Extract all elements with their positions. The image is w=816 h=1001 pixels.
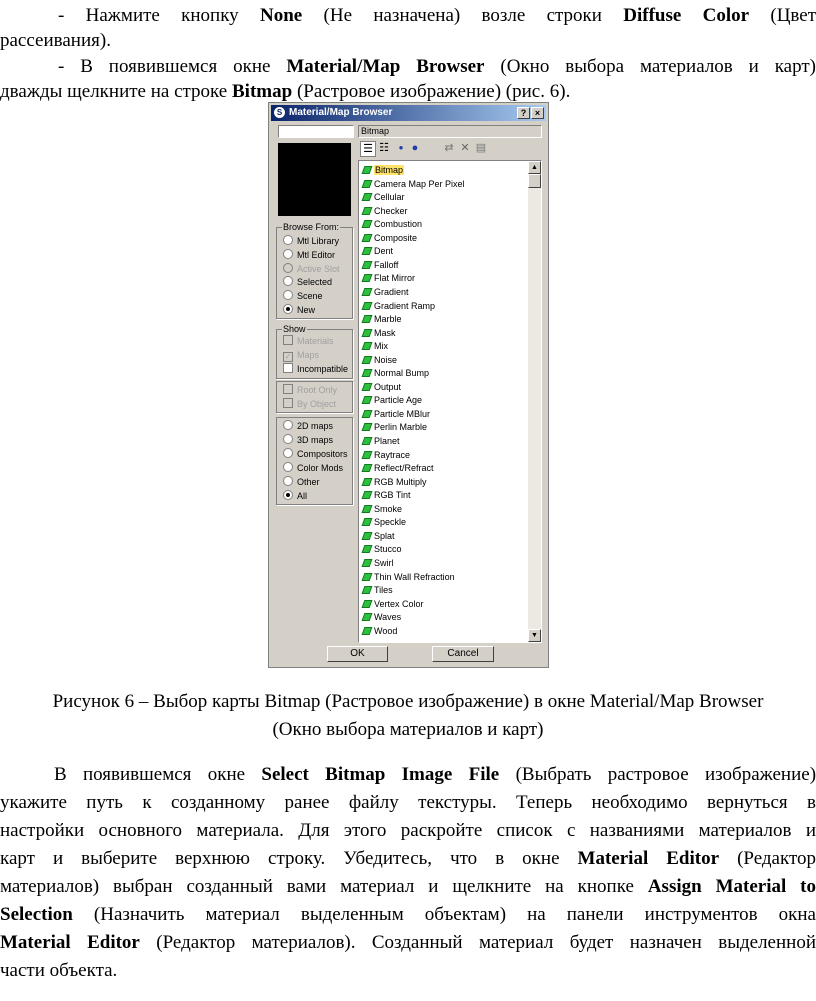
- radio-label: Other: [297, 477, 320, 487]
- text: рассеивания).: [0, 30, 111, 51]
- map-list-item[interactable]: [363, 327, 396, 340]
- map-icon: [362, 274, 373, 282]
- bold-text: Select Bitmap Image File: [261, 764, 500, 785]
- bold-text: Material Editor: [577, 848, 720, 869]
- paragraph-1-line-1: [0, 2, 816, 29]
- map-list-item[interactable]: [363, 516, 406, 529]
- checkbox-root-only: [283, 384, 337, 396]
- map-icon: [362, 600, 373, 608]
- bold-text: Diffuse Color: [623, 5, 750, 26]
- figure-caption-line-1: Рисунок 6 – Выбор карты Bitmap (Растровое изображение) в окне Material/Map Browser: [52, 691, 764, 712]
- map-list-item[interactable]: [363, 489, 411, 502]
- map-list-item[interactable]: [363, 476, 427, 489]
- map-list-item[interactable]: [363, 340, 388, 353]
- map-item-label: Reflect/Refract: [374, 463, 434, 474]
- map-icon: [362, 451, 373, 459]
- close-button[interactable]: ×: [531, 107, 544, 119]
- map-item-label: Falloff: [374, 259, 399, 270]
- radio-label: 2D maps: [297, 421, 334, 431]
- map-list-item[interactable]: [363, 584, 393, 597]
- map-list-item[interactable]: [363, 571, 455, 584]
- map-type-field: [358, 125, 542, 138]
- map-item-label: Flat Mirror: [374, 273, 415, 284]
- dash: -: [58, 56, 65, 77]
- paragraph-2-line-2: [0, 78, 816, 105]
- map-item-label: Mix: [374, 341, 388, 352]
- map-item-label: Particle MBlur: [374, 408, 431, 419]
- radio-label: New: [297, 305, 316, 315]
- checkbox-label: Maps: [297, 350, 320, 360]
- radio-label: 3D maps: [297, 435, 334, 445]
- map-icon: [362, 559, 373, 567]
- map-list-item[interactable]: [363, 232, 417, 245]
- checkbox-maps: ✓ Maps: [284, 350, 320, 361]
- radio-label: Mtl Library: [297, 236, 340, 246]
- map-icon: [362, 491, 373, 499]
- radio-new[interactable]: [283, 304, 315, 316]
- window-title: Material/Map Browser: [289, 107, 393, 118]
- bold-text: Material Editor: [0, 932, 140, 953]
- scroll-up-button[interactable]: ▲: [528, 161, 541, 174]
- map-list-item[interactable]: [363, 259, 398, 272]
- text: В появившемся окне: [80, 56, 271, 77]
- map-item-label: Raytrace: [374, 449, 411, 460]
- radio-label: Color Mods: [297, 463, 344, 473]
- map-item-label: Vertex Color: [374, 598, 424, 609]
- checkbox-incompatible[interactable]: [283, 363, 348, 375]
- radio-mtl-editor[interactable]: [283, 249, 335, 261]
- map-item-label: Swirl: [374, 557, 394, 568]
- map-list-item[interactable]: [363, 611, 401, 624]
- checkbox-label: By Object: [297, 399, 337, 409]
- radio-color-mods[interactable]: [283, 462, 343, 474]
- body-line-3: [0, 817, 816, 844]
- material-map-browser-window: [268, 102, 549, 668]
- map-list-item[interactable]: [363, 367, 429, 380]
- radio-label: Active Slot: [297, 264, 340, 274]
- delete-icon[interactable]: ✕: [460, 142, 470, 154]
- body-line-7: [0, 929, 816, 956]
- text: (Цвет: [770, 5, 816, 26]
- app-icon: S: [274, 107, 285, 118]
- radio-label: Scene: [297, 291, 323, 301]
- text: материалов) выбран созданный вами материал и щелкните на кнопке: [0, 876, 634, 897]
- list-icon[interactable]: ☰: [360, 141, 376, 157]
- map-icon: [362, 329, 373, 337]
- text: дважды щелкните на строке: [0, 81, 228, 102]
- map-icon: [362, 627, 373, 635]
- map-icon: [362, 518, 373, 526]
- map-item-label: Output: [374, 381, 402, 392]
- map-list-item[interactable]: [363, 408, 430, 421]
- map-list-item[interactable]: [363, 503, 402, 516]
- map-icon: [362, 464, 373, 472]
- map-icon: [362, 532, 373, 540]
- map-icon: [362, 193, 373, 201]
- map-icon: [362, 342, 373, 350]
- body-line-4: [0, 845, 816, 872]
- text: Нажмите кнопку: [85, 5, 239, 26]
- map-item-label: Marble: [374, 314, 402, 325]
- map-list-item[interactable]: [363, 543, 402, 556]
- scroll-down-button[interactable]: ▼: [528, 629, 541, 642]
- category-group: [276, 417, 353, 505]
- text: (Назначить материал выделенным объектам) на панели инструментов окна: [93, 904, 816, 925]
- map-item-label: Gradient Ramp: [374, 300, 436, 311]
- figure-caption-line-2: (Окно выбора материалов и карт): [272, 719, 544, 740]
- map-icon: [362, 207, 373, 215]
- map-list-item[interactable]: [363, 394, 422, 407]
- body-line-6: [0, 901, 816, 928]
- paragraph-1-line-2: [0, 27, 816, 54]
- map-item-label: Composite: [374, 232, 418, 243]
- map-icon: [362, 315, 373, 323]
- map-list-item[interactable]: [363, 435, 400, 448]
- text: (Растровое изображение) (рис. 6).: [296, 81, 571, 102]
- map-icon: [362, 166, 373, 174]
- map-list-item[interactable]: [363, 530, 395, 543]
- map-list-item[interactable]: [363, 598, 424, 611]
- map-item-label: Checker: [374, 205, 408, 216]
- map-item-label: Stucco: [374, 544, 402, 555]
- text: (Не назначена) возле строки: [323, 5, 602, 26]
- map-item-label: Tiles: [374, 585, 393, 596]
- map-icon: [362, 396, 373, 404]
- checkbox-by-object: [283, 398, 336, 410]
- map-item-label: Perlin Marble: [374, 422, 428, 433]
- map-list-item[interactable]: [363, 245, 393, 258]
- map-item-label: Particle Age: [374, 395, 423, 406]
- map-icon: [362, 437, 373, 445]
- map-icon: [362, 302, 373, 310]
- map-icon: [362, 247, 373, 255]
- map-list-item[interactable]: [363, 178, 465, 191]
- checkbox-label: Root Only: [297, 385, 338, 395]
- map-list-item[interactable]: [363, 205, 408, 218]
- help-button[interactable]: ?: [517, 107, 530, 119]
- bold-text: Selection: [0, 904, 73, 925]
- text: карт и выберите верхнюю строку. Убедитесь, что в окне: [0, 848, 560, 869]
- text: части объекта.: [0, 960, 118, 981]
- map-list-item[interactable]: [363, 449, 410, 462]
- map-list-item[interactable]: [363, 625, 397, 638]
- body-line-5: [0, 873, 816, 900]
- text: (Окно выбора материалов и карт): [500, 56, 816, 77]
- map-list-item[interactable]: [363, 381, 401, 394]
- map-item-label: Gradient: [374, 286, 409, 297]
- map-list[interactable]: [358, 160, 542, 643]
- preview-swatch: [278, 143, 351, 216]
- map-item-label: Normal Bump: [374, 368, 430, 379]
- paragraph-2-line-1: [0, 53, 816, 80]
- checkbox-materials: [283, 335, 334, 347]
- body-line-2: [0, 789, 816, 816]
- map-item-label: Mask: [374, 327, 396, 338]
- map-item-label: Thin Wall Refraction: [374, 571, 455, 582]
- map-icon: [362, 356, 373, 364]
- update-scene-icon[interactable]: ⇄: [444, 142, 454, 154]
- body-line-1: [0, 761, 816, 788]
- map-item-label: Camera Map Per Pixel: [374, 178, 465, 189]
- large-icon[interactable]: ●: [411, 142, 419, 154]
- map-item-label: Smoke: [374, 503, 403, 514]
- map-list-item[interactable]: [363, 218, 422, 231]
- map-icon: [362, 180, 373, 188]
- map-icon: [362, 545, 373, 553]
- map-list-item[interactable]: [363, 286, 409, 299]
- map-icon: [362, 586, 373, 594]
- map-icon: [362, 573, 373, 581]
- dash: -: [58, 5, 65, 26]
- map-icon: [362, 410, 373, 418]
- bold-text: Assign Material to: [647, 876, 816, 897]
- map-item-label: Waves: [374, 612, 402, 623]
- radio-label: All: [297, 491, 308, 501]
- scrollbar[interactable]: [528, 161, 541, 642]
- map-icon: [362, 369, 373, 377]
- radio-mtl-library[interactable]: [283, 235, 339, 247]
- name-field[interactable]: [278, 125, 354, 138]
- filter-group: [276, 381, 353, 413]
- text: (Редактор материалов). Созданный материал будет назначен выделенной: [156, 932, 816, 953]
- map-list-item[interactable]: [363, 191, 405, 204]
- ok-button[interactable]: OK: [327, 646, 388, 662]
- map-list-item[interactable]: [363, 354, 397, 367]
- map-list-item[interactable]: [363, 272, 415, 285]
- map-list-item[interactable]: [363, 300, 435, 313]
- bold-text: None: [260, 5, 303, 26]
- bold-text: Bitmap: [232, 81, 293, 102]
- map-item-label: Splat: [374, 530, 395, 541]
- radio-compositors[interactable]: [283, 448, 348, 460]
- radio-selected[interactable]: [283, 276, 332, 288]
- text: (Выбрать растровое изображение): [515, 764, 816, 785]
- map-item-label: Bitmap: [375, 165, 404, 175]
- scroll-thumb[interactable]: [528, 174, 541, 188]
- radio-label: Selected: [297, 277, 333, 287]
- map-item-label: Cellular: [374, 192, 405, 203]
- text: (Редактор: [737, 848, 816, 869]
- map-item-label: Speckle: [374, 517, 407, 528]
- show-title: Show: [283, 324, 306, 334]
- body-line-8: [0, 957, 816, 984]
- clear-icon[interactable]: ▤: [475, 142, 487, 154]
- checkbox-label: Incompatible: [297, 364, 349, 374]
- radio-other[interactable]: [283, 476, 320, 488]
- map-item-label: Planet: [374, 436, 400, 446]
- radio-all[interactable]: [283, 490, 307, 502]
- radio-scene[interactable]: [283, 290, 323, 302]
- radio-label: Compositors: [297, 449, 348, 459]
- text: укажите путь к созданному ранее файлу текстуры. Теперь необходимо вернуться в: [0, 792, 816, 813]
- radio-2d-maps[interactable]: [283, 420, 333, 432]
- small-icon[interactable]: ●: [398, 143, 404, 152]
- title-bar[interactable]: [271, 105, 546, 121]
- map-item-label: RGB Tint: [374, 490, 411, 501]
- bold-text: Material/Map Browser: [286, 56, 485, 77]
- list-icon-icon[interactable]: ☷: [379, 142, 389, 154]
- map-icon: [362, 423, 373, 431]
- checkbox-label: Materials: [297, 336, 334, 346]
- map-list-item[interactable]: [363, 164, 404, 177]
- map-icon: [362, 478, 373, 486]
- radio-label: Mtl Editor: [297, 250, 336, 260]
- show-group: [276, 324, 353, 379]
- map-list-item[interactable]: [363, 313, 402, 326]
- radio-active-slot: [283, 263, 340, 275]
- map-list-item[interactable]: [363, 462, 434, 475]
- browse-from-group: [276, 222, 353, 319]
- map-item-label: RGB Multiply: [374, 476, 427, 487]
- map-item-label: Combustion: [374, 219, 423, 230]
- map-type-value: Bitmap: [361, 126, 390, 136]
- map-icon: [362, 261, 373, 269]
- text: настройки основного материала. Для этого раскройте список с названиями материалов и: [0, 820, 816, 841]
- browse-from-title: Browse From:: [283, 222, 340, 232]
- radio-3d-maps[interactable]: [283, 434, 333, 446]
- map-icon: [362, 288, 373, 296]
- cancel-button[interactable]: Cancel: [432, 646, 494, 662]
- map-item-label: Dent: [374, 246, 394, 257]
- map-item-label: Wood: [374, 625, 398, 636]
- map-icon: [362, 505, 373, 513]
- map-list-item[interactable]: [363, 557, 394, 570]
- map-icon: [362, 220, 373, 228]
- map-icon: [362, 383, 373, 391]
- map-icon: [362, 234, 373, 242]
- map-list-item[interactable]: [363, 421, 427, 434]
- text: В появившемся окне: [54, 764, 246, 785]
- map-item-label: Noise: [374, 354, 398, 365]
- map-icon: [362, 613, 373, 621]
